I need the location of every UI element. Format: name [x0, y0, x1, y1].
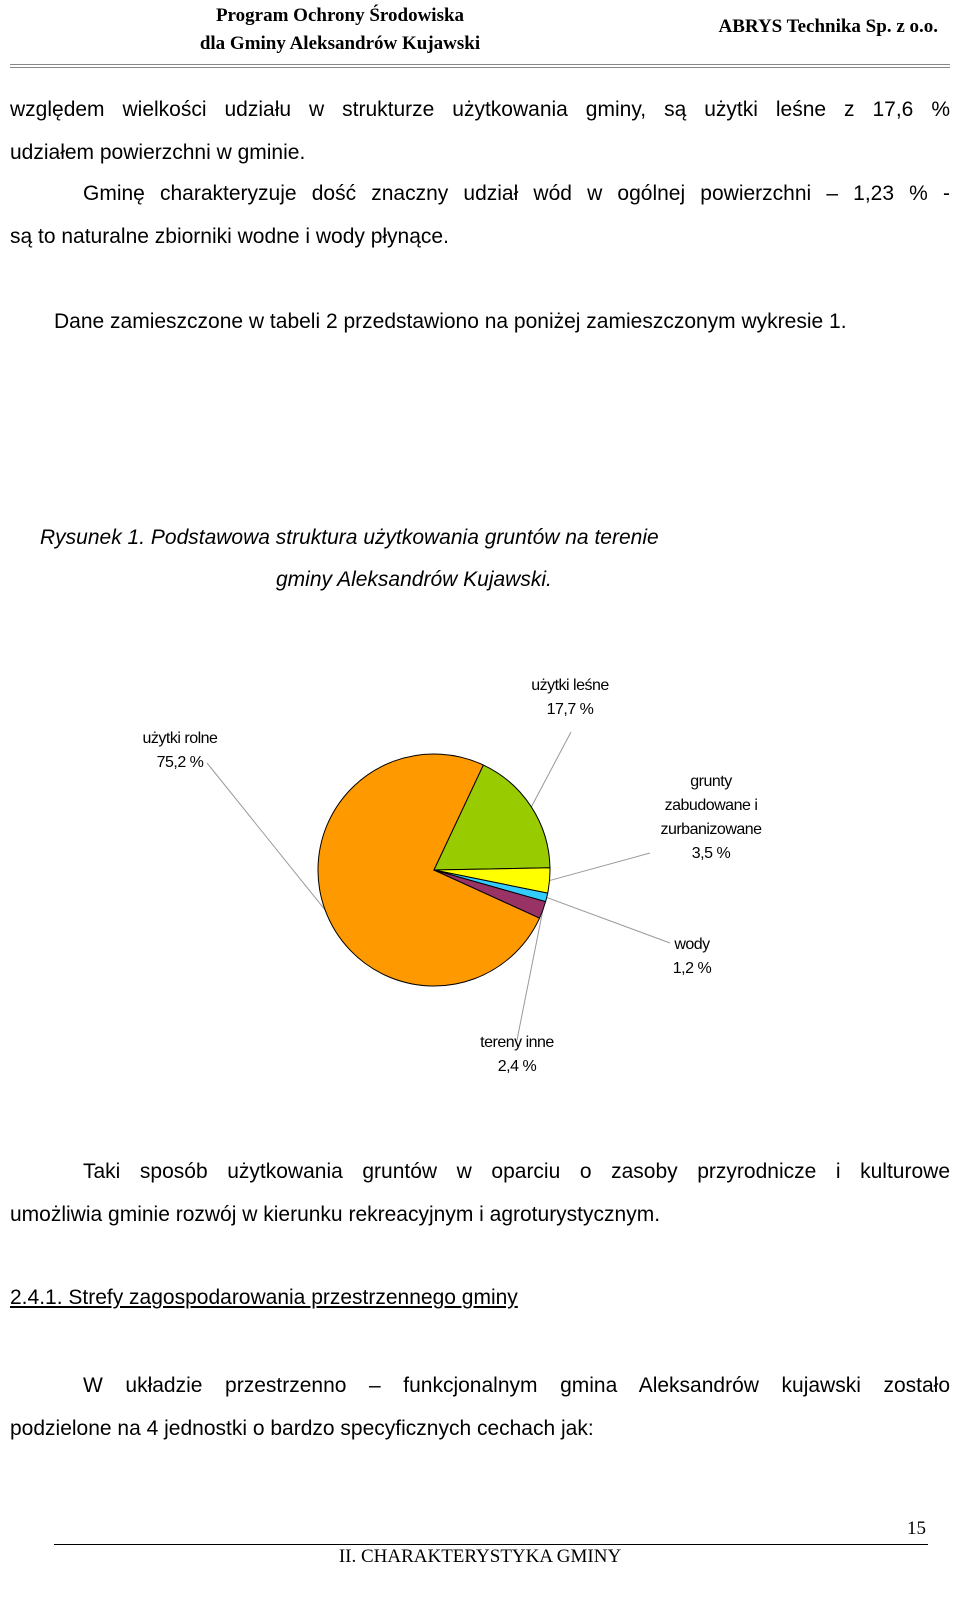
pie-leader-grunty-zabudowane	[550, 853, 650, 881]
header-divider-2	[10, 67, 950, 68]
pie-label-uzytki-lesne	[512, 674, 628, 722]
pie-label-uzytki-lesne-value: 17,7 %	[546, 701, 594, 718]
pie-label-uzytki-rolne-value: 75,2 %	[156, 754, 204, 771]
pie-label-uzytki-lesne-name: użytki leśne	[531, 677, 609, 694]
paragraph-2-line-2: są to naturalne zbiorniki wodne i wody płynące.	[10, 225, 449, 248]
pie-label-grunty-value: 3,5 %	[691, 845, 731, 862]
paragraph-5	[10, 1364, 950, 1450]
pie-label-uzytki-rolne	[128, 727, 232, 775]
header-company: ABRYS Technika Sp. z o.o.	[718, 16, 938, 37]
footer-divider	[54, 1544, 928, 1545]
page-number: 15	[907, 1518, 926, 1539]
paragraph-4-line-1: Taki sposób użytkowania gruntów w oparciu o zasoby przyrodnicze i kulturowe	[83, 1160, 950, 1183]
paragraph-1-line-1: względem wielkości udziału w strukturze użytkowania gminy, są użytki leśne z 17,6 %	[10, 98, 950, 121]
pie-label-tereny-inne-value: 2,4 %	[497, 1058, 537, 1075]
paragraph-1-line-2: udziałem powierzchni w gminie.	[10, 141, 306, 164]
pie-label-grunty-line-1: grunty	[690, 773, 732, 790]
header-title-line1: Program Ochrony Środowiska	[215, 5, 465, 26]
pie-label-wody-name: wody	[674, 936, 710, 953]
paragraph-5-line-2: podzielone na 4 jednostki o bardzo specyficznych cechach jak:	[10, 1417, 594, 1440]
pie-label-grunty-zabudowane	[638, 770, 784, 866]
pie-label-grunty-line-3: zurbanizowane	[660, 821, 762, 838]
paragraph-4	[10, 1150, 950, 1236]
paragraph-3	[54, 300, 954, 343]
paragraph-3-line-1: Dane zamieszczone w tabeli 2 przedstawiono na poniżej zamieszczonym wykresie 1.	[54, 310, 847, 333]
header-title-line2: dla Gminy Aleksandrów Kujawski	[199, 33, 481, 54]
paragraph-1	[10, 88, 950, 174]
pie-label-uzytki-rolne-name: użytki rolne	[142, 730, 218, 747]
paragraph-5-line-1: W układzie przestrzenno – funkcjonalnym gmina Aleksandrów kujawski zostało	[83, 1374, 950, 1397]
pie-leader-uzytki-lesne	[531, 732, 571, 807]
footer-chapter-title: II. CHARAKTERYSTYKA GMINY	[338, 1546, 622, 1567]
pie-label-tereny-inne-name: tereny inne	[480, 1034, 554, 1051]
figure-caption-line-1: Rysunek 1. Podstawowa struktura użytkowania gruntów na terenie	[40, 526, 659, 549]
header-divider	[10, 64, 950, 65]
pie-label-wody	[652, 933, 732, 981]
paragraph-2	[10, 172, 950, 258]
section-title: 2.4.1. Strefy zagospodarowania przestrzennego gminy	[10, 1286, 518, 1309]
header-program-title	[160, 2, 520, 58]
pie-leader-uzytki-rolne	[207, 763, 325, 910]
pie-slices	[318, 754, 550, 986]
figure-caption-line-2: gminy Aleksandrów Kujawski.	[276, 568, 552, 591]
pie-label-wody-value: 1,2 %	[672, 960, 712, 977]
paragraph-4-line-2: umożliwia gminie rozwój w kierunku rekreacyjnym i agroturystycznym.	[10, 1203, 661, 1226]
pie-label-tereny-inne	[462, 1031, 572, 1079]
pie-chart	[0, 640, 960, 1160]
pie-label-grunty-line-2: zabudowane i	[664, 797, 758, 814]
paragraph-2-line-1: Gminę charakteryzuje dość znaczny udział wód w ogólnej powierzchni – 1,23 % -	[83, 182, 950, 205]
